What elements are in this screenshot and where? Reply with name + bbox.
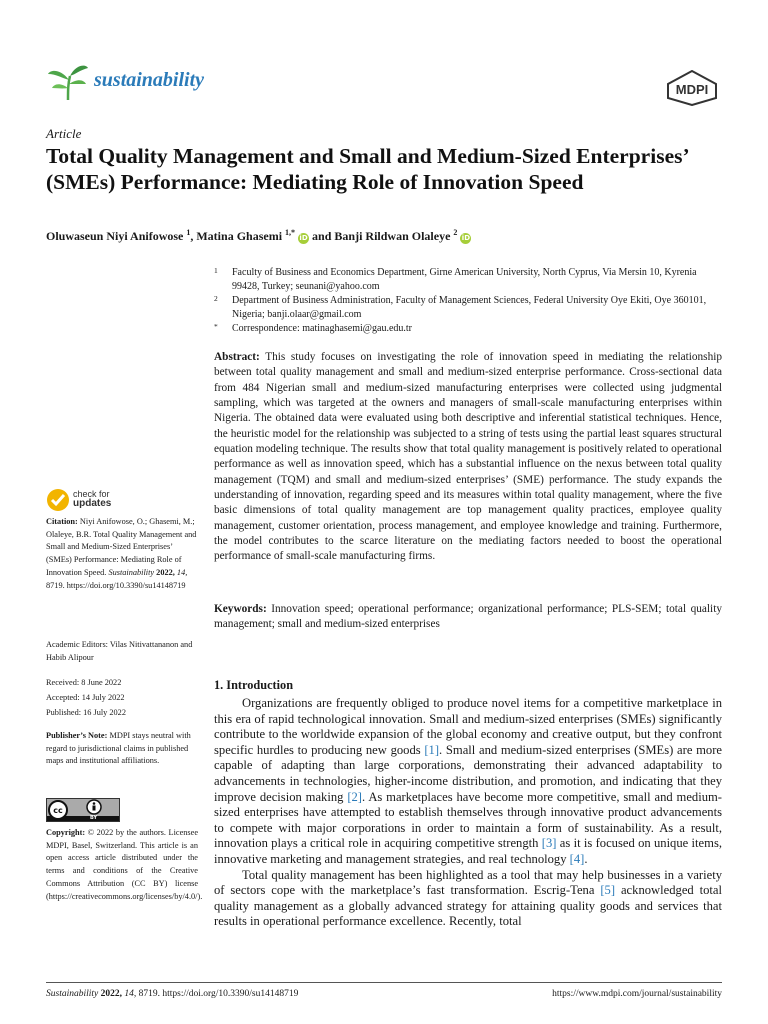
- abstract-text: This study focuses on investigating the role of innovation speed in mediating the relationship between total quality management and small and medium-sized enterprise performance. Cross-sectional data from 484 Nigerian small and medium-sized manufacturing enterprises were collected using judgmental sampling, which was targeted at the owners and managers of small-scale manufacturing enterprises within Nigeria. The obtained data were evaluated using both descriptive and inferential statistical techniques. Hence, the heuristic model for the relationship was subjected to a string of tests using the partial least squares structural equation modeling technique. The results show that total quality management is positively related to operational performance as well as innovation speed, which has a substantial influence on the nexus between total quality management (TQM) and small and medium-sized enterprises’ (SME) performance. The study expands the understanding of innovation, regarding speed and its measures within total quality management, where the five basic dimensions of total quality management are top management quality practices, employee quality management, customer orientation, process management, and employee knowledge and training. Furthermore, the model contributes to the scarce literature on the mediating factors needed to boost the operational performance of small-scale manufacturing firms.: [214, 351, 723, 563]
- check-updates-line2: updates: [73, 498, 112, 509]
- citation-journal: Sustainability: [108, 567, 155, 577]
- citation-label: Citation:: [46, 517, 78, 526]
- author-affil-mark: 2: [453, 228, 458, 237]
- received-date: Received: 8 June 2022: [46, 678, 122, 687]
- paragraph: [214, 696, 722, 868]
- published-date: Published: 16 July 2022: [46, 708, 126, 717]
- affiliation-1: [214, 266, 719, 294]
- keywords-text: Innovation speed; operational performance; organizational performance; PLS-SEM; total quality management; small and medium-sized enterprises: [214, 603, 722, 631]
- citation-year: 2022,: [156, 567, 175, 577]
- copyright-label: Copyright:: [46, 828, 86, 837]
- affiliation-2: [214, 294, 719, 322]
- article-type: Article: [46, 126, 82, 141]
- paragraph-text: as it is focused on unique items, innovative marketing and management strategies, and real technology: [214, 836, 722, 866]
- citation-block: [46, 516, 198, 592]
- copyright-text: © 2022 by the authors. Licensee MDPI, Basel, Switzerland. This article is an open access article distributed under the terms and conditions of the Creative Commons Attribution (CC BY) license (https://creativecommons.org/licenses/by/4.0/).: [46, 828, 203, 901]
- section-heading: 1. Introduction: [214, 678, 294, 692]
- reference-link[interactable]: [5]: [600, 883, 616, 898]
- author-name[interactable]: Oluwaseun Niyi Anifowose: [46, 229, 184, 243]
- check-updates-line1: check for: [73, 489, 110, 499]
- reference-link[interactable]: [3]: [541, 836, 557, 851]
- citation-volume: 14,: [176, 567, 188, 577]
- affiliation-text: Faculty of Business and Economics Department, Girne American University, North Cyprus, Via Mersin 10, Kyrenia 99428, Turkey; seunani@yahoo.com: [232, 267, 697, 292]
- correspondence: [214, 322, 719, 336]
- publisher-note-text: MDPI stays neutral with regard to jurisdictional claims in published maps and institutional affiliations.: [46, 731, 191, 766]
- orcid-icon[interactable]: iD: [299, 234, 308, 242]
- reference-link[interactable]: [1]: [424, 742, 440, 757]
- reference-link[interactable]: [4]: [569, 851, 585, 866]
- affiliation-number: 2: [214, 294, 218, 303]
- author-list: Oluwaseun Niyi Anifowose $^1$, Matina Ghasemi $^{1,*}$ iD and Banji Rildwan Olaleye $^2$ iD: [46, 228, 471, 243]
- svg-text:MDPI: MDPI: [675, 82, 709, 97]
- paragraph-text: .: [584, 851, 588, 866]
- paragraph-text: . As marketplaces have become more competitive, small and medium-sized enterprises have attempted to establish themselves through innovative product advancements to compete with major corporations in order to maintain a form of sustainability. As a result, innovation plays a critical role in acquiring competitive strength: [214, 789, 722, 851]
- keywords-label: Keywords:: [214, 603, 267, 615]
- affiliation-number: 1: [214, 266, 218, 275]
- author-name[interactable]: Banji Rildwan Olaleye: [334, 229, 451, 243]
- publisher-note-label: Publisher’s Note:: [46, 731, 108, 740]
- and-word: and: [312, 229, 332, 243]
- mdpi-logo-icon: [666, 70, 718, 106]
- author-affil-mark: 1: [186, 228, 191, 237]
- paragraph: [214, 868, 722, 930]
- affiliation-text: Department of Business Administration, Faculty of Management Sciences, Federal University Oye Ekiti, Oye 360101, Nigeria; banji.olaar@gmail.com: [232, 295, 707, 320]
- abstract: [214, 350, 722, 565]
- journal-name: sustainability: [94, 69, 205, 91]
- footer-journal: Sustainability: [46, 989, 99, 999]
- reference-link[interactable]: [2]: [347, 789, 362, 804]
- paragraph-text: Total quality management has been highlighted as a tool that may help businesses in a variety of sectors cope with the marketplace’s fast transformation. Escrig-Tena: [214, 867, 722, 898]
- keywords: [214, 602, 722, 633]
- check-for-updates-button[interactable]: [46, 488, 136, 512]
- cc-by-icon: [46, 798, 120, 822]
- publisher-note: [46, 730, 198, 768]
- check-updates-icon: [46, 488, 70, 512]
- cc-by-license-badge[interactable]: [46, 798, 120, 822]
- paragraph-text: . Small and medium-sized enterprises (SMEs) are more capable of adapting than large corporations, demonstrating their advanced adaptability to advancements in technologies, higher-income distribution, and promotion, and indicating that they improve decision making: [214, 742, 722, 804]
- affiliation-text: Correspondence: matinaghasemi@gau.edu.tr: [232, 323, 412, 334]
- citation-text: Niyi Anifowose, O.; Ghasemi, M.; Olaleye, B.R. Total Quality Management and Small and Medium-Sized Enterprises’ (SMEs) Performance: Mediating Role of Innovation Speed.: [46, 517, 197, 577]
- citation-doi[interactable]: 8719. https://doi.org/10.3390/su14148719: [46, 580, 186, 590]
- footer-journal-url[interactable]: https://www.mdpi.com/journal/sustainability: [552, 989, 722, 999]
- journal-leaf-logo-icon: [46, 62, 90, 102]
- article-title: Total Quality Management and Small and Medium-Sized Enterprises’ (SMEs) Performance: Mediating Role of Innovation Speed: [46, 144, 689, 194]
- footer-doi-link[interactable]: 8719. https://doi.org/10.3390/su14148719: [138, 989, 299, 999]
- author-affil-mark: 1,*: [285, 228, 296, 237]
- abstract-label: Abstract:: [214, 351, 260, 363]
- copyright-block: [46, 827, 203, 903]
- footer-citation: [46, 989, 298, 999]
- affiliation-number: *: [214, 322, 218, 331]
- footer-divider: [46, 982, 722, 983]
- paragraph-text: Organizations are frequently obliged to produce novel items for a competitive marketplace in this era of rapid technological innovation. Small and medium-sized enterprises (SMEs) significantly contribute to the worldwide expansion of the global economy and creative output, but they confront specific hurdles to producing new goods: [214, 696, 722, 757]
- accepted-date: Accepted: 14 July 2022: [46, 693, 125, 702]
- cc-by-label: BY: [90, 815, 98, 821]
- svg-text:cc: cc: [53, 806, 63, 815]
- author-name[interactable]: Matina Ghasemi: [196, 229, 283, 243]
- footer-year: 2022,: [100, 989, 122, 999]
- orcid-icon[interactable]: iD: [461, 234, 471, 242]
- academic-editors: Academic Editors: Vilas Nitivattananon and Habib Alipour: [46, 640, 193, 662]
- introduction-body: [214, 696, 722, 930]
- paragraph-text: acknowledged total quality management as a globally advanced strategy for attaining quality goods and services that results in operational performance excellence. Recently, total: [214, 883, 723, 929]
- footer-volume: 14,: [124, 989, 137, 999]
